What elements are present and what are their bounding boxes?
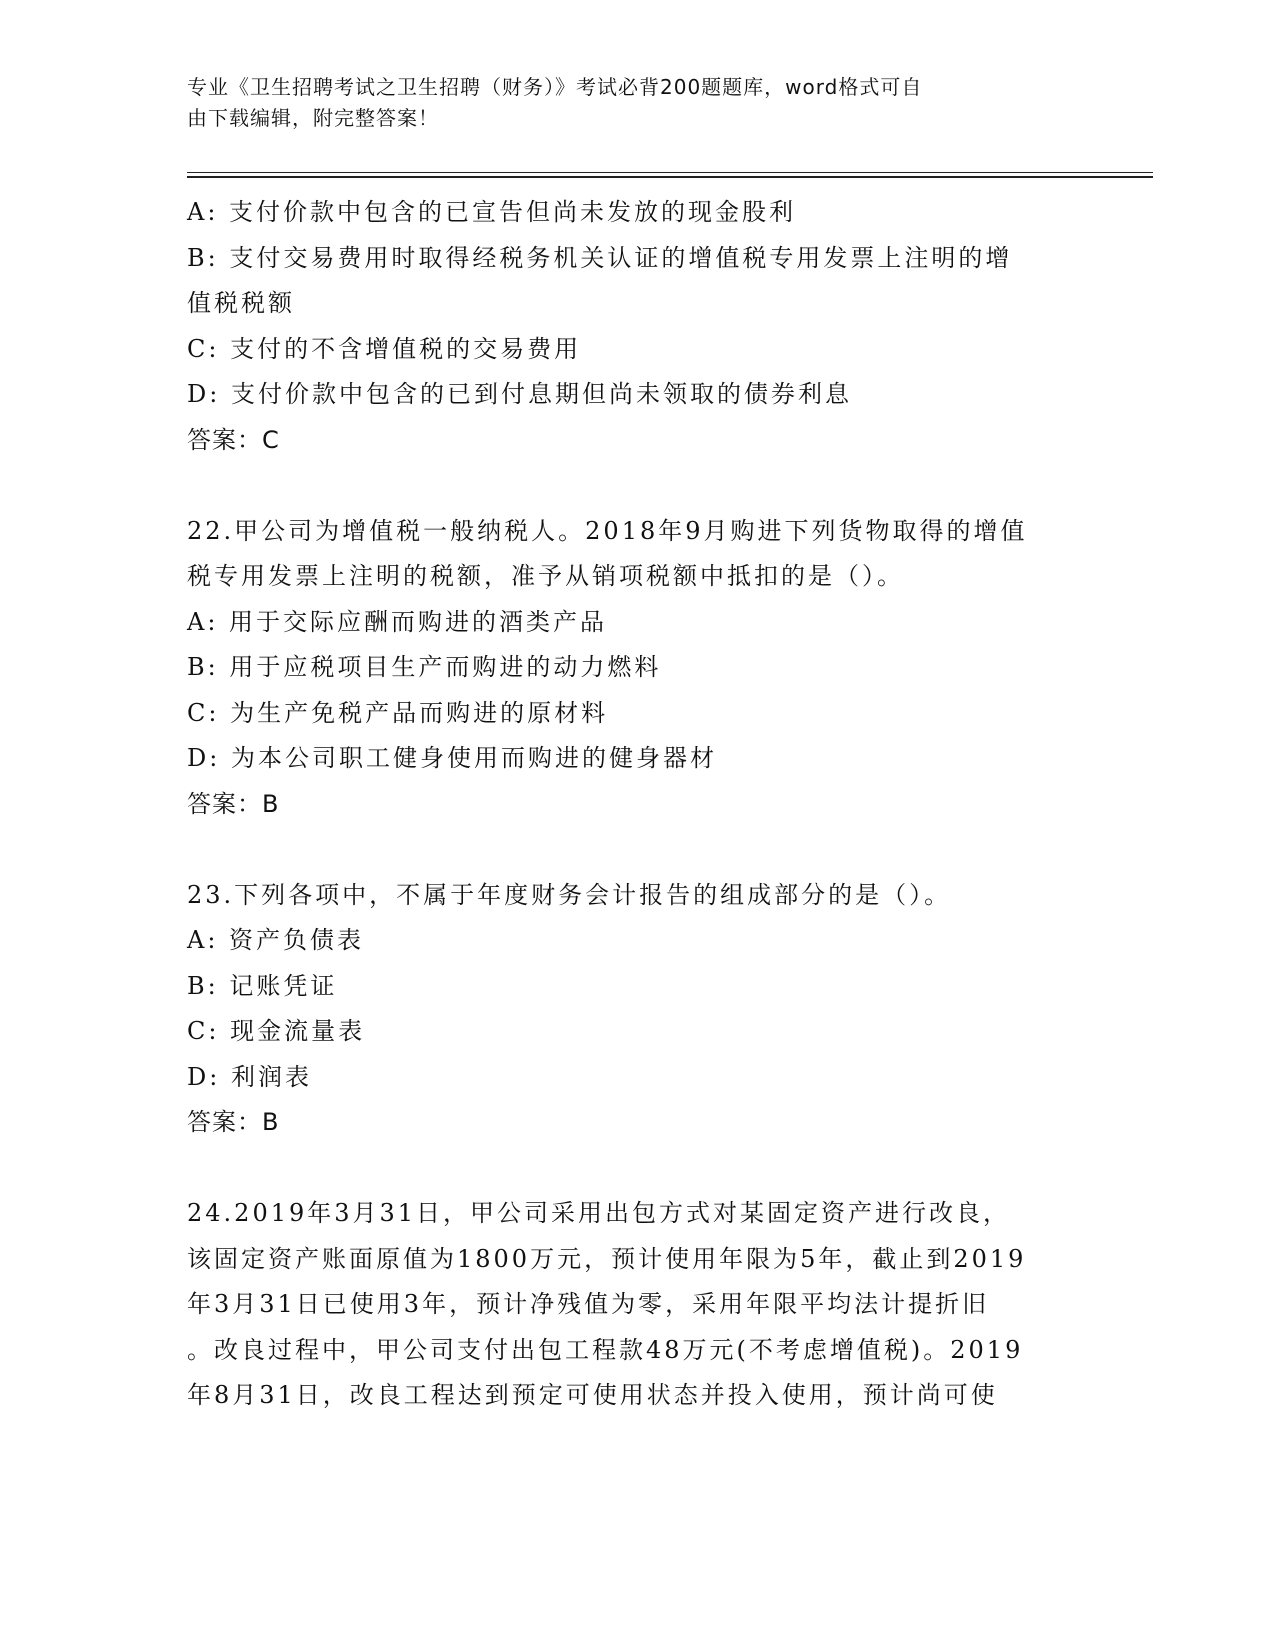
option-d: D: 支付价款中包含的已到付息期但尚未领取的债券利息 [187, 380, 852, 408]
option-a: A: 用于交际应酬而购进的酒类产品 [187, 607, 608, 636]
answer: 答案：B [187, 1108, 280, 1136]
answer: 答案：C [187, 425, 280, 454]
option-b: B: 用于应税项目生产而购进的动力燃料 [187, 653, 662, 681]
question-21 [187, 190, 1087, 463]
spacer [187, 827, 1087, 873]
question-stem-continued: 。改良过程中，甲公司支付出包工程款48万元(不考虑增值税)。2019 [187, 1335, 1024, 1364]
question-stem: 24.2019年3月31日，甲公司采用出包方式对某固定资产进行改良， [187, 1199, 1011, 1227]
question-stem-continued: 年8月31日，改良工程达到预定可使用状态并投入使用，预计尚可使 [187, 1381, 998, 1409]
option-c: C: 现金流量表 [187, 1017, 366, 1045]
document-body [187, 190, 1087, 1419]
header-divider-top [187, 172, 1153, 173]
question-stem: 22.甲公司为增值税一般纳税人。2018年9月购进下列货物取得的增值 [187, 516, 1028, 545]
question-22 [187, 509, 1087, 828]
header-divider-bottom [187, 176, 1153, 178]
answer: 答案：B [187, 789, 280, 818]
header-title-line-2: 由下载编辑，附完整答案！ [187, 106, 439, 130]
option-b: B: 记账凭证 [187, 971, 338, 1000]
spacer [187, 463, 1087, 509]
question-stem-continued: 年3月31日已使用3年，预计净残值为零，采用年限平均法计提折旧 [187, 1290, 990, 1318]
question-23 [187, 873, 1087, 1146]
option-c: C: 支付的不含增值税的交易费用 [187, 334, 582, 363]
option-d: D: 为本公司职工健身使用而购进的健身器材 [187, 744, 717, 772]
option-b-continued: 值税税额 [187, 289, 295, 317]
spacer [187, 1146, 1087, 1192]
option-c: C: 为生产免税产品而购进的原材料 [187, 698, 609, 727]
question-stem-continued: 税专用发票上注明的税额，准予从销项税额中抵扣的是（）。 [187, 562, 904, 590]
option-b: B: 支付交易费用时取得经税务机关认证的增值税专用发票上注明的增 [187, 243, 1013, 272]
question-stem: 23.下列各项中，不属于年度财务会计报告的组成部分的是（）。 [187, 880, 952, 909]
question-24 [187, 1191, 1087, 1419]
header-title-line-1: 专业《卫生招聘考试之卫生招聘（财务）》考试必背200题题库，word格式可自 [187, 75, 923, 99]
document-header [187, 72, 1067, 134]
question-stem-continued: 该固定资产账面原值为1800万元，预计使用年限为5年，截止到2019 [187, 1244, 1027, 1273]
option-d: D: 利润表 [187, 1062, 312, 1091]
option-a: A: 资产负债表 [187, 926, 365, 954]
option-a: A: 支付价款中包含的已宣告但尚未发放的现金股利 [187, 198, 797, 226]
